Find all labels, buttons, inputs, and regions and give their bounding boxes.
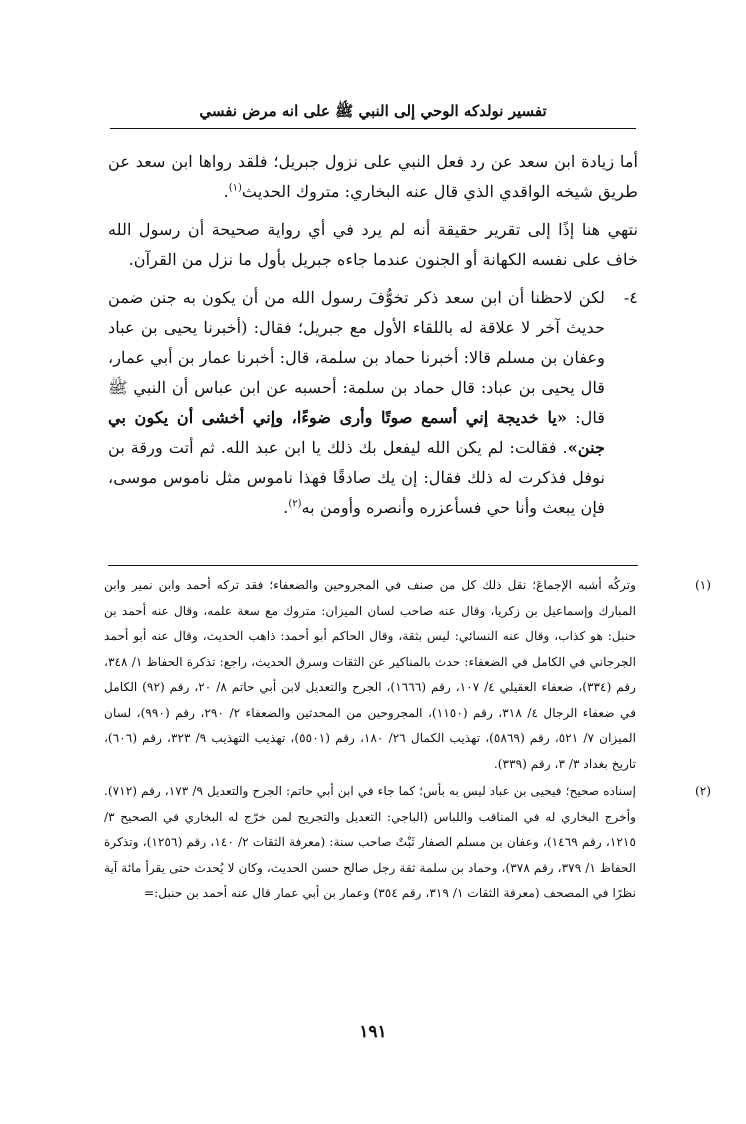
header-divider (110, 128, 636, 129)
footnote-number: (١) (694, 578, 712, 592)
item-4-text-b: . فقالت: لم يكن الله ليفعل بك ذلك يا ابن عبد الله. ثم أتت ورقة بن نوفل فذكرت له ذلك فقال: إن يك صادقًا فهذا ناموس مثل ناموس موسى، فإن يبعث وأنا حي فسأعزره وأنصره وأومن به (108, 438, 605, 517)
page-number: ١٩١ (359, 1022, 387, 1042)
footnote-ref-1[interactable]: (١) (228, 182, 242, 194)
list-item-number: ٤- (623, 288, 638, 307)
paragraph-1 (108, 147, 638, 207)
footnote-1 (104, 573, 712, 777)
main-text (108, 147, 638, 531)
hadith-quote: «يا خديجة إني أسمع صوتًا وأرى ضوءًا، وإني أخشى أن يكون بي جنن» (108, 408, 605, 457)
footnote-text: وتركُه أشبه الإجماعَ؛ نقل ذلك كل من صنف في المجروحين والضعفاء؛ فقد تركه أحمد وابن نمير وابن المبارك وإسماعيل بن زكريا، وقال عنه صاحب لسان الميزان: متروك مع سعة علمه، وقال عنه أحمد بن حنبل: هو كذاب، وقال عنه النسائي: ليس بثقة، وقال الحاكم أبو أحمد: ذاهب الحديث، وقال عنه أبو أحمد الجرجاني في الكامل في الضعفاء: حدث بالمناكير عن الثقات وسرق الحديث، راجع: تذكرة الحفاظ ١/ ٣٤٨، رقم (٣٣٤)، ضعفاء العقيلي ٤/ ١٠٧، رقم (١٦٦٦)، الجرح والتعديل لابن أبي حاتم ٨/ ٢٠، رقم (٩٢) الكامل في ضعفاء الرجال ٤/ ٣١٨، رقم (١١٥٠)، المجروحين من المحدثين والضعفاء ٢/ ٢٩٠، رقم (٩٩٠)، لسان الميزان ٧/ ٥٢١، رقم (٥٨٦٩)، تهذيب الكمال ٢٦/ ١٨٠، رقم (٥٥٠١)، تهذيب التهذيب ٩/ ٣٢٣، رقم (٦٠٦)، تاريخ بغداد ٣/ ٣، رقم (٣٣٩). (104, 578, 637, 771)
footnote-text: إسناده صحيح؛ فيحيى بن عباد ليس به بأس؛ كما جاء في ابن أبي حاتم: الجرح والتعديل ٩/ ١٧٣، رقم (٧١٢). وأخرج البخاري له في المناقب واللباس (الباجي: التعديل والتجريح لمن خرّج له البخاري في الصحيح ٣/ ١٢١٥، رقم ١٤٦٩)، وعفان بن مسلم الصفار ثَبْتٌ صاحب سنة: (معرفة الثقات ٢/ ١٤٠، رقم (١٢٥٦)، وتذكرة الحفاظ ١/ ٣٧٩، رقم ٣٧٨)، وحماد بن سلمة ثقة رجل صالح حسن الحديث، وكان لا يُحدث حتى يقرأ مائة آية نظرًا في المصحف (معرفة الثقات ١/ ٣١٩، رقم ٣٥٤) وعمار بن أبي عمار قال عنه أحمد بن حنبل:= (104, 784, 636, 900)
paragraph-1-end: . (223, 182, 229, 201)
running-header: تفسير نولدكه الوحي إلى النبي ﷺ على انه مرض نفسي (199, 102, 547, 120)
list-item-4 (108, 283, 638, 523)
footnotes-section (104, 573, 712, 909)
footnote-ref-2[interactable]: (٢) (288, 498, 302, 510)
paragraph-2: نتهي هنا إذًا إلى تقرير حقيقة أنه لم يرد في أي رواية صحيحة أن رسول الله خاف على نفسه الكهانة أو الجنون عندما جاءه جبريل بأول ما نزل من القرآن. (108, 220, 638, 269)
item-4-end: . (283, 498, 289, 517)
footnote-2 (104, 779, 712, 907)
paragraph-1-text: أما زيادة ابن سعد عن رد فعل النبي على نزول جبريل؛ فلقد رواها ابن سعد عن طريق شيخه الواقدي الذي قال عنه البخاري: متروك الحديث (108, 152, 638, 201)
footnote-divider (108, 565, 638, 566)
item-4-text-a: لكن لاحظنا أن ابن سعد ذكر تخوُّفَ رسول الله من أن يكون به جنن ضمن حديث آخر لا علاقة له باللقاء الأول مع جبريل؛ فقال: (أخبرنا يحيى بن عباد وعفان بن مسلم قالا: أخبرنا حماد بن سلمة، قال: أخبرنا عمار بن أبي عمار، قال يحيى بن عباد: قال حماد بن سلمة: أحسبه عن ابن عباس أن النبي ﷺ قال: (108, 288, 606, 427)
footnote-number: (٢) (694, 784, 712, 798)
